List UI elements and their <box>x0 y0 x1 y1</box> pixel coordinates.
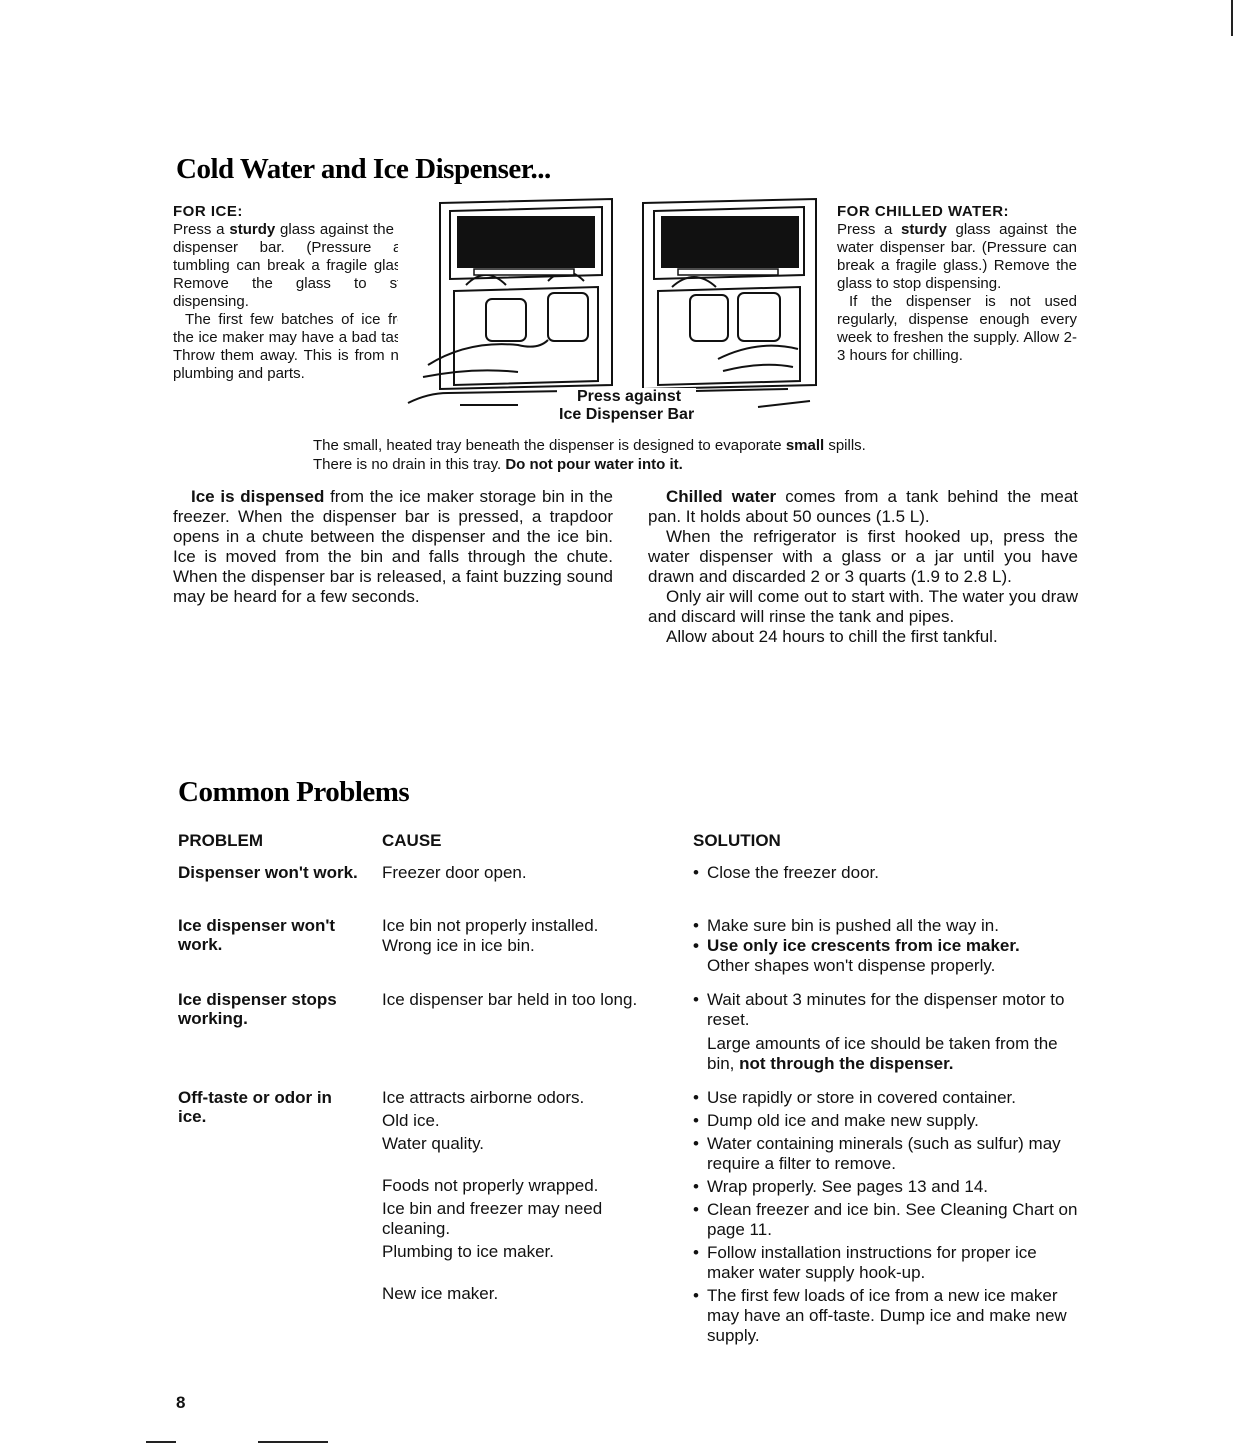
solution-4-4: • Wrap properly. See pages 13 and 14. <box>693 1177 1078 1197</box>
solution-list-4 <box>693 1088 1078 1349</box>
cause-2-1: Ice bin not properly installed. <box>382 916 599 935</box>
section-title-problems: Common Problems <box>178 776 410 808</box>
solution-4-6: • Follow installation instructions for proper ice maker water supply hook-up. <box>693 1243 1078 1283</box>
header-solution: SOLUTION <box>693 831 781 850</box>
solution-3-note: Large amounts of ice should be taken from the bin, not through the dispenser. <box>707 1034 1058 1073</box>
solution-4-2: • Dump old ice and make new supply. <box>693 1111 1078 1131</box>
for-water-text-2: If the dispenser is not used regularly, dispense enough every week to freshen the supply. Allow 2-3 hours for chilling. <box>837 293 1077 364</box>
solution-4-5: • Clean freezer and ice bin. See Cleaning Chart on page 11. <box>693 1200 1078 1240</box>
solution-1-1: • Close the freezer door. <box>693 863 1078 883</box>
tray-note <box>313 436 866 474</box>
for-ice-block <box>173 203 418 383</box>
scan-mark-2 <box>258 1441 328 1443</box>
cause-4-5: Ice bin and freezer may need cleaning. <box>382 1199 603 1238</box>
solution-4-1: • Use rapidly or store in covered container. <box>693 1088 1078 1108</box>
scan-mark-1 <box>146 1441 176 1443</box>
solution-4-3: • Water containing minerals (such as sulfur) may require a filter to remove. <box>693 1134 1078 1174</box>
caption-line-2: Ice Dispenser Bar <box>559 406 695 423</box>
illustration-caption <box>557 388 696 424</box>
cause-1-1: Freezer door open. <box>382 863 527 882</box>
for-water-heading: FOR CHILLED WATER: <box>837 203 1010 220</box>
for-ice-text-1: Press a sturdy glass against the ice dispenser bar. (Pressure and tumbling can break a fragile glass.) Remove the glass to stop dispensing. <box>173 221 418 310</box>
header-problem: PROBLEM <box>178 831 263 850</box>
solution-2-2: • Use only ice crescents from ice maker. <box>693 936 1078 956</box>
solution-3-1: • Wait about 3 minutes for the dispenser motor to reset. <box>693 990 1073 1030</box>
solution-list-2 <box>693 916 1078 976</box>
chilled-water-block <box>648 487 1078 647</box>
cause-4-3: Water quality. <box>382 1134 485 1153</box>
for-ice-text-2: The first few batches of ice from the ice maker may have a bad taste. Throw them away. This is from new plumbing and parts. <box>173 311 418 382</box>
solution-4-7: • The first few loads of ice from a new ice maker may have an off-taste. Dump ice and make new supply. <box>693 1286 1078 1346</box>
chilled-water-paragraph-1: Chilled water comes from a tank behind the meat pan. It holds about 50 ounces (1.5 L). <box>648 487 1078 526</box>
tray-note-line-1: The small, heated tray beneath the dispenser is designed to evaporate small spills. <box>313 437 866 454</box>
tray-note-line-2: There is no drain in this tray. Do not pour water into it. <box>313 456 683 473</box>
cause-list-1 <box>382 863 672 883</box>
for-water-text-1: Press a sturdy glass against the water dispenser bar. (Pressure can break a fragile glass.) Remove the glass to stop dispensing. <box>837 221 1077 292</box>
solution-list-1 <box>693 863 1078 886</box>
chilled-water-paragraph-2: When the refrigerator is first hooked up, press the water dispenser with a glass or a jar until you have drawn and discarded 2 or 3 quarts (1.9 to 2.8 L). <box>648 527 1078 586</box>
problem-3: Ice dispenser stops working. <box>178 990 337 1028</box>
cause-4-6: Plumbing to ice maker. <box>382 1242 554 1261</box>
ice-dispensed-paragraph: Ice is dispensed from the ice maker storage bin in the freezer. When the dispenser bar is pressed, a trapdoor opens in a chute between the dispenser and the ice bin. Ice is moved from the bin and falls through the chute. When the dispenser bar is released, a faint buzzing sound may be heard for a few seconds. <box>173 487 613 606</box>
caption-line-1: Press against <box>577 388 682 405</box>
cause-list-2 <box>382 916 672 956</box>
chilled-water-paragraph-3: Only air will come out to start with. The water you draw and discard will rinse the tank and pipes. <box>648 587 1078 626</box>
cause-list-3 <box>382 990 682 1010</box>
solution-2-note: Other shapes won't dispense properly. <box>707 956 996 975</box>
cause-list-4 <box>382 1088 672 1304</box>
problem-1: Dispenser won't work. <box>178 863 358 882</box>
chilled-water-paragraph-4: Allow about 24 hours to chill the first tankful. <box>666 627 998 646</box>
header-cause: CAUSE <box>382 831 442 850</box>
cause-2-2: Wrong ice in ice bin. <box>382 936 535 955</box>
page-number: 8 <box>176 1393 186 1412</box>
section-title-dispenser: Cold Water and Ice Dispenser... <box>176 153 551 185</box>
for-ice-heading: FOR ICE: <box>173 203 243 220</box>
cause-4-2: Old ice. <box>382 1111 440 1130</box>
scan-edge-mark <box>1231 0 1233 36</box>
solution-2-1: • Make sure bin is pushed all the way in. <box>693 916 1078 936</box>
solution-list-3 <box>693 990 1073 1074</box>
problem-4: Off-taste or odor in ice. <box>178 1088 332 1126</box>
problem-2: Ice dispenser won't work. <box>178 916 336 954</box>
cause-4-4: Foods not properly wrapped. <box>382 1176 599 1195</box>
cause-4-1: Ice attracts airborne odors. <box>382 1088 585 1107</box>
for-water-block <box>837 203 1077 365</box>
cause-4-7: New ice maker. <box>382 1284 499 1303</box>
cause-3-1: Ice dispenser bar held in too long. <box>382 990 638 1009</box>
